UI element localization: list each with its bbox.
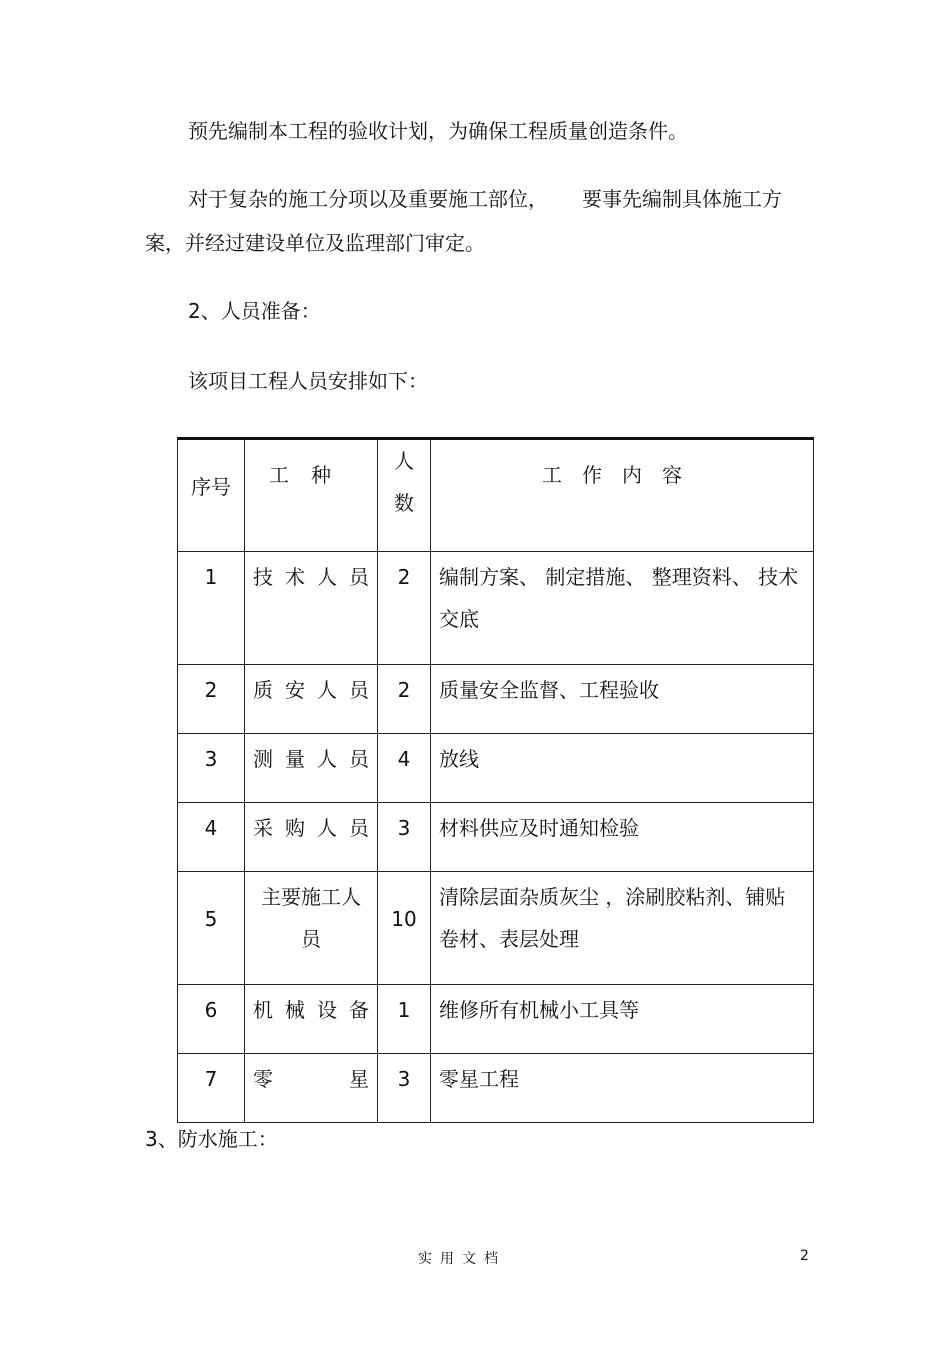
section-heading-waterproofing: 3、防水施工： bbox=[145, 1127, 278, 1151]
header-count-line2: 数 bbox=[394, 491, 414, 515]
row-type-line2: 员 bbox=[301, 927, 321, 951]
row-count: 3 bbox=[397, 816, 411, 840]
header-work-label: 工作内容 bbox=[542, 463, 702, 487]
staff-table bbox=[177, 437, 814, 1123]
row-type-line1: 主要施工人 bbox=[261, 885, 361, 909]
row-work-line2: 交底 bbox=[439, 607, 479, 631]
row-work-line2: 卷材、表层处理 bbox=[439, 927, 579, 951]
paragraph-complex-items-line2: 案，并经过建设单位及监理部门审定。 bbox=[145, 231, 485, 255]
row-count: 2 bbox=[397, 565, 411, 589]
footer-text: 实用文档 bbox=[418, 1251, 506, 1267]
row-work-line1: 维修所有机械小工具等 bbox=[439, 998, 639, 1022]
row-no: 2 bbox=[204, 678, 218, 702]
paragraph-complex-items-right: 要事先编制具体施工方 bbox=[582, 187, 782, 211]
paragraph-staff-intro: 该项目工程人员安排如下： bbox=[188, 369, 428, 393]
header-no bbox=[178, 439, 245, 552]
row-no: 1 bbox=[204, 565, 218, 589]
table-row bbox=[178, 552, 814, 665]
row-type: 零星 bbox=[253, 1067, 369, 1091]
page-number: 2 bbox=[800, 1248, 809, 1264]
header-no-label: 序号 bbox=[191, 475, 231, 499]
table-row bbox=[178, 734, 814, 803]
row-work-line1: 放线 bbox=[439, 747, 479, 771]
paragraph-complex-items-line1 bbox=[188, 178, 782, 220]
row-type: 质安人员 bbox=[253, 678, 369, 702]
row-no: 3 bbox=[204, 747, 218, 771]
paragraph-acceptance-plan: 预先编制本工程的验收计划，为确保工程质量创造条件。 bbox=[188, 119, 688, 143]
row-no: 7 bbox=[204, 1067, 218, 1091]
row-count: 1 bbox=[397, 998, 411, 1022]
header-count-line1: 人 bbox=[394, 449, 414, 473]
row-work-line1: 零星工程 bbox=[439, 1067, 519, 1091]
row-no: 6 bbox=[204, 998, 218, 1022]
section-heading-staff-prep: 2、人员准备： bbox=[188, 299, 321, 323]
header-count bbox=[378, 439, 431, 552]
header-type-label: 工种 bbox=[269, 463, 353, 487]
row-work-line1: 质量安全监督、工程验收 bbox=[439, 678, 659, 702]
paragraph-complex-items-left: 对于复杂的施工分项以及重要施工部位， bbox=[188, 187, 548, 211]
table-row bbox=[178, 803, 814, 872]
row-no: 5 bbox=[204, 907, 218, 931]
row-type: 测量人员 bbox=[253, 747, 369, 771]
table-row bbox=[178, 665, 814, 734]
row-type: 技术人员 bbox=[253, 565, 369, 589]
row-work-line1: 清除层面杂质灰尘 ，涂刷胶粘剂、铺贴 bbox=[439, 885, 786, 909]
row-work-line1: 编制方案、 制定措施、 整理资料、 技术 bbox=[439, 565, 799, 589]
row-count: 10 bbox=[391, 907, 417, 931]
row-type: 机械设备 bbox=[253, 998, 369, 1022]
table-row bbox=[178, 872, 814, 985]
table-row bbox=[178, 985, 814, 1054]
header-work bbox=[431, 439, 814, 552]
row-type: 采购人员 bbox=[253, 816, 369, 840]
row-work-line1: 材料供应及时通知检验 bbox=[439, 816, 639, 840]
row-count: 2 bbox=[397, 678, 411, 702]
table-row bbox=[178, 1054, 814, 1123]
row-no: 4 bbox=[204, 816, 218, 840]
row-count: 4 bbox=[397, 747, 411, 771]
header-type bbox=[245, 439, 378, 552]
table-header-row bbox=[178, 439, 814, 552]
row-count: 3 bbox=[397, 1067, 411, 1091]
